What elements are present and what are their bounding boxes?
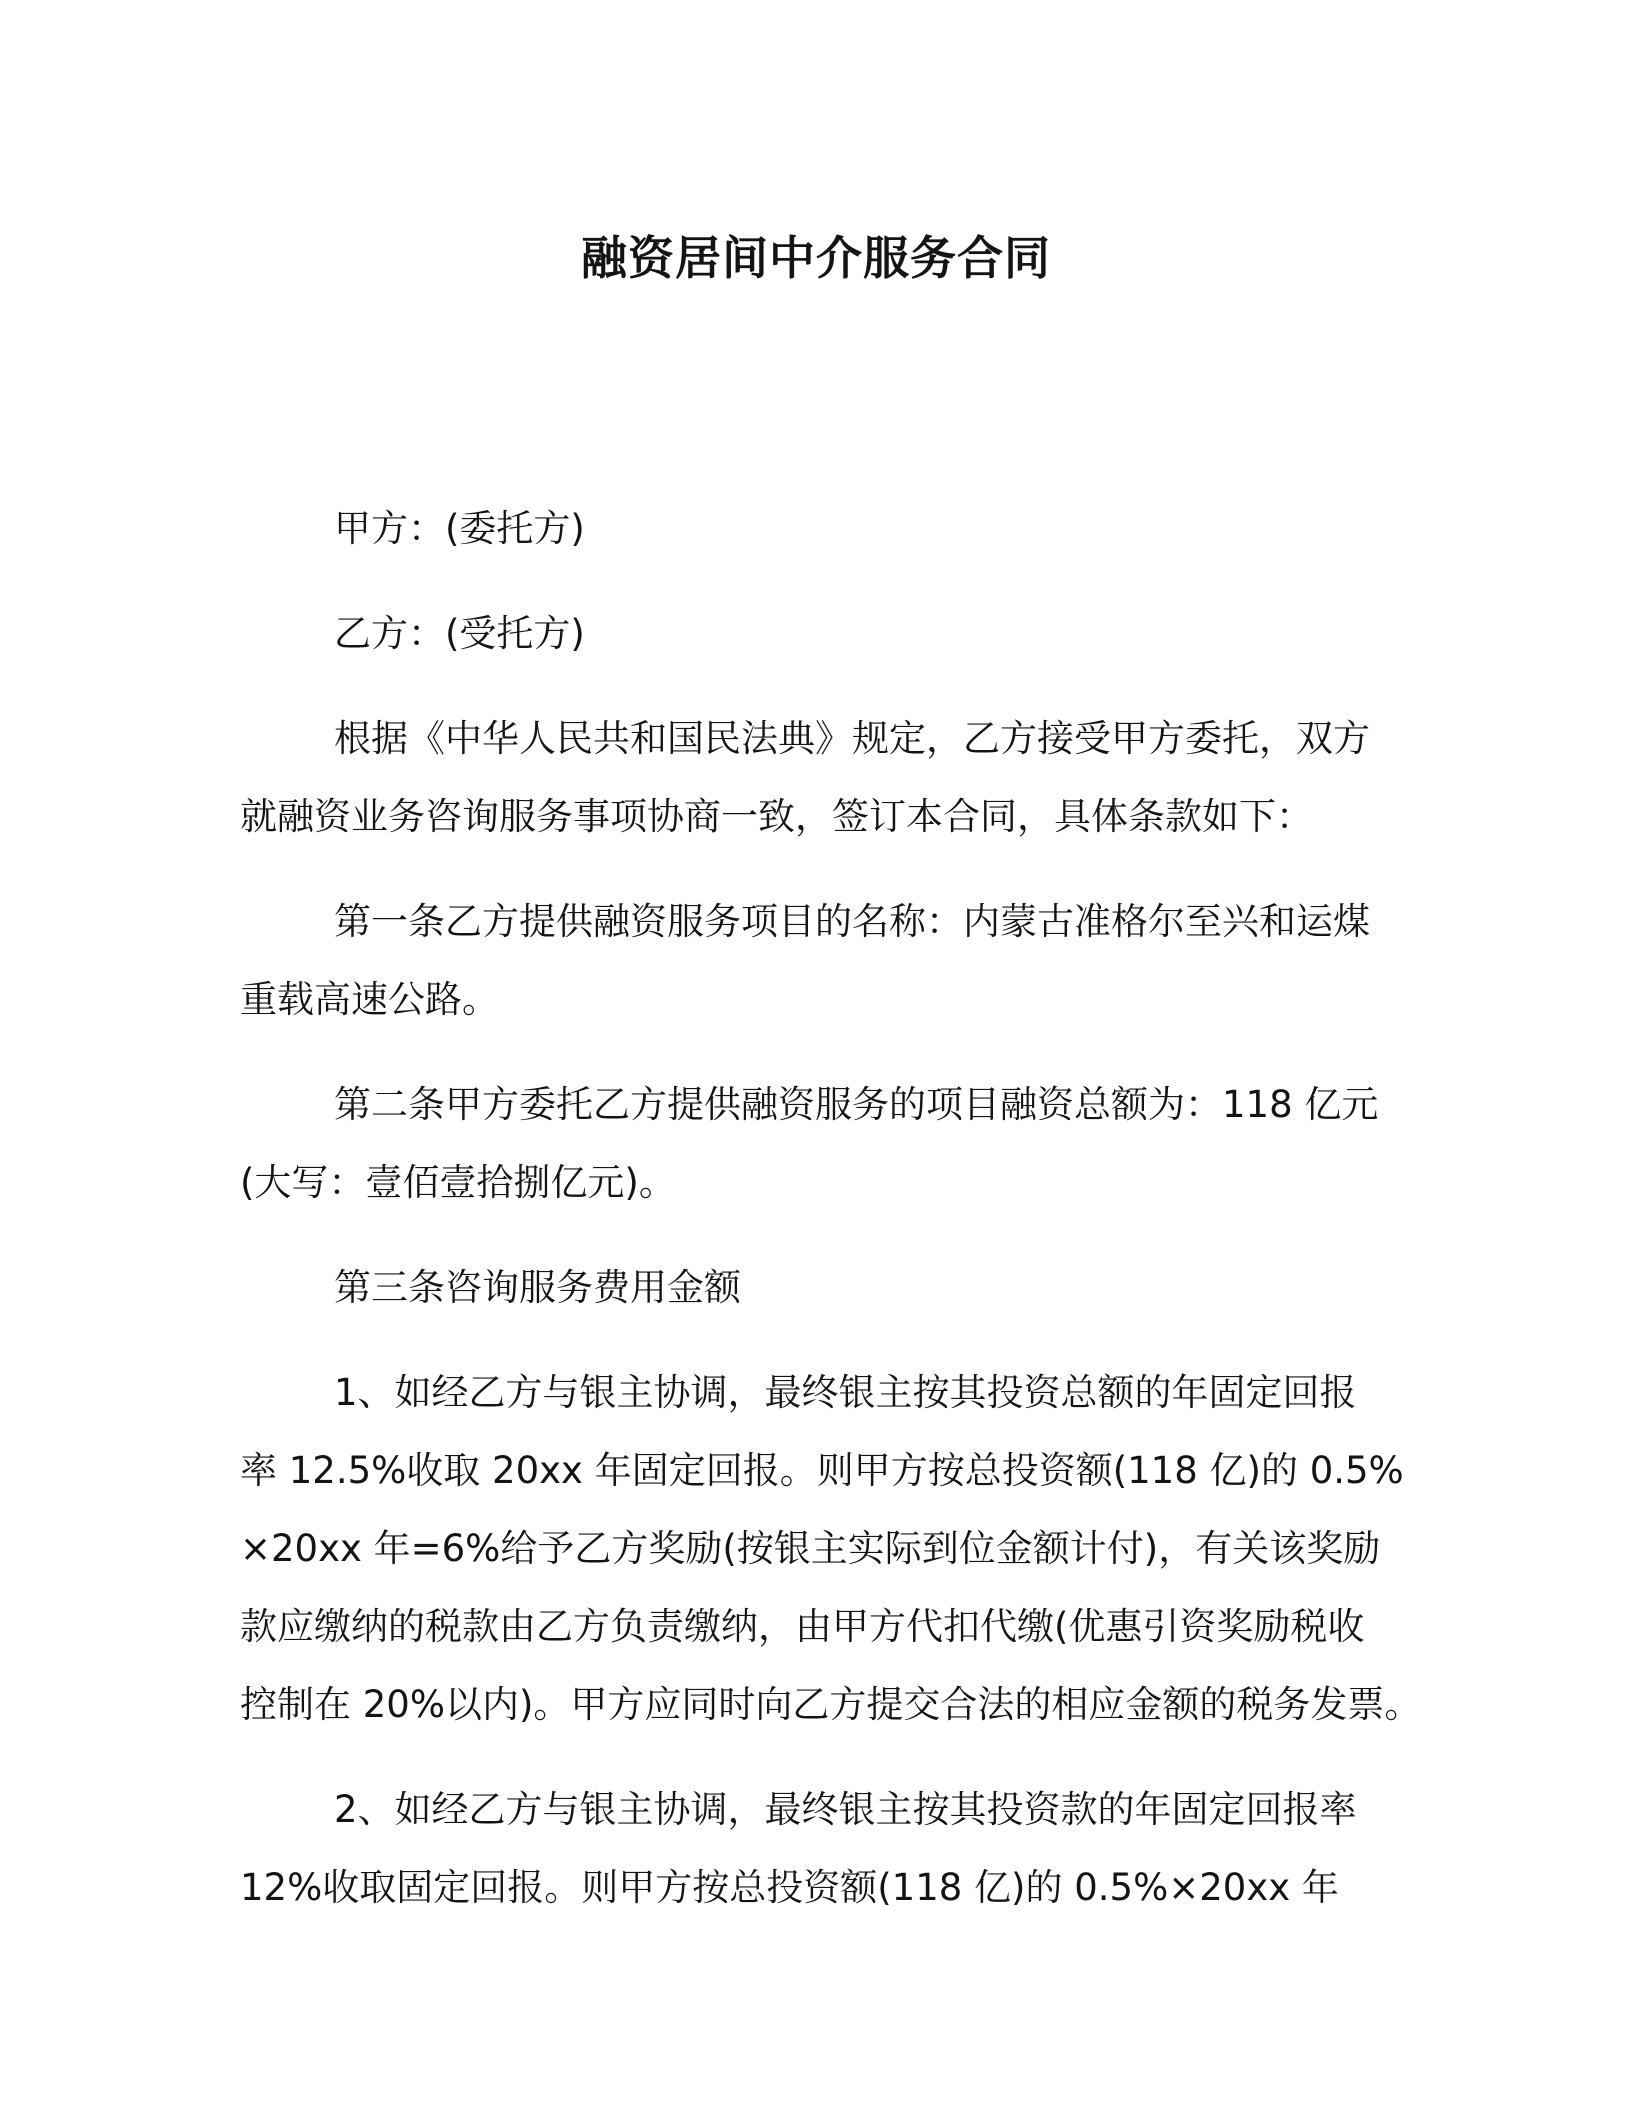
- paragraph-line: 第一条乙方提供融资服务项目的名称：内蒙古准格尔至兴和运煤: [334, 900, 1370, 943]
- paragraph-line: 款应缴纳的税款由乙方负责缴纳，由甲方代扣代缴(优惠引资奖励税收: [240, 1605, 1365, 1648]
- paragraph-article-3: [240, 1249, 1400, 1327]
- paragraph-line: 1、如经乙方与银主协调，最终银主按其投资总额的年固定回报: [334, 1371, 1357, 1414]
- paragraph-line: 第二条甲方委托乙方提供融资服务的项目融资总额为：118 亿元: [334, 1083, 1379, 1126]
- paragraph-article-1: [240, 883, 1400, 1039]
- paragraph-party-b: [240, 595, 1400, 673]
- paragraph-preamble: [240, 700, 1400, 856]
- paragraph-party-a: [240, 490, 1400, 568]
- paragraph-clause-1: [240, 1354, 1422, 1744]
- paragraph-line: 就融资业务咨询服务事项协商一致，签订本合同，具体条款如下：: [240, 795, 1313, 838]
- paragraph-line: 根据《中华人民共和国民法典》规定，乙方接受甲方委托，双方: [334, 717, 1370, 760]
- paragraph-line: 2、如经乙方与银主协调，最终银主按其投资款的年固定回报率: [334, 1788, 1357, 1831]
- paragraph-line: (大写：壹佰壹拾捌亿元)。: [240, 1161, 676, 1204]
- paragraph-line: 乙方：(受托方): [334, 612, 585, 655]
- paragraph-line: 控制在 20%以内)。甲方应同时向乙方提交合法的相应金额的税务发票。: [240, 1683, 1422, 1726]
- paragraph-line: 第三条咨询服务费用金额: [334, 1266, 741, 1309]
- paragraph-clause-2: [240, 1771, 1400, 1927]
- paragraph-line: 甲方：(委托方): [334, 507, 585, 550]
- paragraph-article-2: [240, 1066, 1400, 1222]
- paragraph-line: 12%收取固定回报。则甲方按总投资额(118 亿)的 0.5%×20xx 年: [240, 1866, 1339, 1909]
- document-title: 融资居间中介服务合同: [581, 231, 1051, 285]
- paragraph-line: ×20xx 年=6%给予乙方奖励(按银主实际到位金额计付)，有关该奖励: [240, 1527, 1381, 1570]
- document-body: [240, 490, 1422, 1954]
- paragraph-line: 重载高速公路。: [240, 978, 499, 1021]
- paragraph-line: 率 12.5%收取 20xx 年固定回报。则甲方按总投资额(118 亿)的 0.5%: [240, 1449, 1404, 1492]
